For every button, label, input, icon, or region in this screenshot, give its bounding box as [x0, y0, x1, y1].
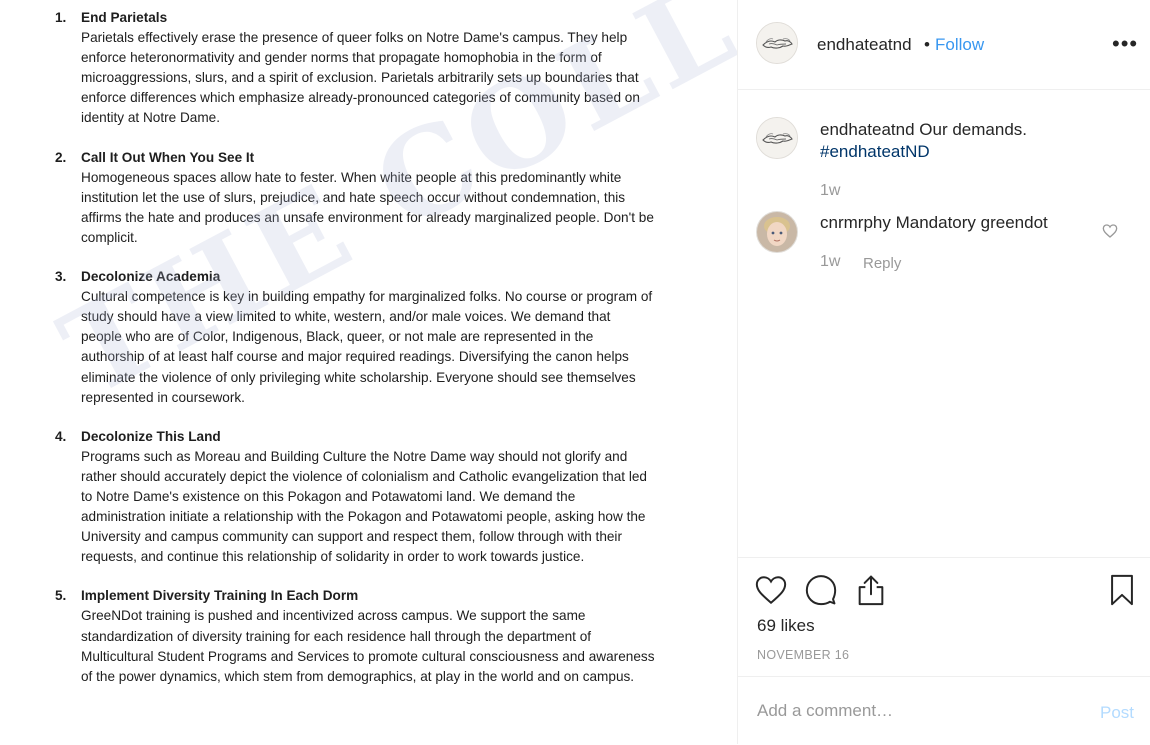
avatar[interactable]	[756, 211, 798, 253]
demand-body: GreeNDot training is pushed and incentivized across campus. We support the same standardization of diversity training for each residence hall through the department of Multicultural Student Programs and Services to promote cultural consciousness and awareness of the power dynamics, which stem from demographics, at play in the world and on campus.	[81, 608, 655, 684]
handshake-icon	[757, 118, 797, 158]
post-side-panel	[738, 0, 1150, 744]
caption-comment	[820, 119, 1120, 163]
demand-item	[55, 8, 655, 129]
demand-number: 3.	[55, 269, 67, 285]
demand-body: Cultural competence is key in building empathy for marginalized folks. No course or program of study should have a view limited to white, western, and/or male voices. We demand that people who are of Color, Indigenous, Black, queer, or not male are represented in the authorship of at least half course and major required readings. Diversifying the canon helps eliminate the violence of only privileging white scholarship. Everyone should see themselves represented in coursework.	[81, 289, 653, 405]
comment-timestamp[interactable]: 1w	[820, 253, 841, 270]
likes-count[interactable]: 69 likes	[757, 616, 815, 635]
avatar[interactable]	[756, 22, 798, 64]
header-username[interactable]: endhateatnd	[817, 35, 912, 54]
like-comment-heart-icon[interactable]	[1102, 223, 1118, 239]
actions-divider	[738, 557, 1150, 558]
demand-item	[55, 586, 655, 686]
comment-timestamp[interactable]: 1w	[820, 182, 841, 199]
save-bookmark-icon[interactable]	[1105, 573, 1139, 607]
demand-title: Decolonize This Land	[81, 428, 221, 444]
comment-bar	[738, 676, 1150, 745]
demands-document	[55, 8, 655, 706]
reply-button[interactable]: Reply	[863, 255, 902, 272]
post-comment-button[interactable]: Post	[1100, 703, 1135, 722]
separator-dot: •	[924, 35, 930, 54]
post-header	[738, 0, 1150, 90]
demand-body: Parietals effectively erase the presence of queer folks on Notre Dame's campus. They help enforce heteronormativity and gender norms that propagate homophobia in the form of microaggressions, slurs, and a spirit of exclusion. Parietals arbitrarily sets up boundaries that enforce differences which emphasize already-pronounced categories of community based on identity at Notre Dame.	[81, 30, 640, 126]
comment-text: Our demands.	[919, 120, 1028, 139]
add-comment-input[interactable]	[757, 701, 1077, 721]
comment-text: Mandatory greendot	[895, 213, 1048, 232]
comment-bubble-icon[interactable]	[804, 573, 838, 607]
demand-body: Homogeneous spaces allow hate to fester. When white people at this predominantly white institution let the use of slurs, prejudice, and hate speech occur without condemnation, this affirms the hate and produces an unsafe environment for already marginalized people. Don't be complicit.	[81, 169, 654, 245]
demand-item	[55, 267, 655, 408]
follow-button[interactable]: Follow	[935, 35, 985, 54]
handshake-icon	[757, 23, 797, 63]
demand-title: Call It Out When You See It	[81, 149, 255, 165]
user-photo-icon	[757, 212, 797, 252]
post-date[interactable]: NOVEMBER 16	[757, 648, 850, 662]
demand-number: 2.	[55, 149, 67, 165]
comment-username[interactable]: endhateatnd	[820, 120, 915, 139]
demand-item	[55, 148, 655, 248]
hashtag-link[interactable]: #endhateatND	[820, 142, 930, 161]
watermark: THE	[40, 155, 377, 423]
demand-number: 5.	[55, 588, 67, 604]
demand-title: End Parietals	[81, 10, 168, 25]
demand-item	[55, 427, 655, 568]
demand-title: Decolonize Academia	[81, 269, 221, 285]
share-icon[interactable]	[854, 573, 888, 607]
more-options-icon[interactable]: •••	[1112, 31, 1139, 56]
demand-number: 4.	[55, 428, 67, 444]
comment	[820, 213, 1048, 233]
avatar[interactable]	[756, 117, 798, 159]
demand-number: 1.	[55, 10, 67, 25]
demand-title: Implement Diversity Training In Each Dorm	[81, 588, 359, 604]
like-heart-icon[interactable]	[754, 573, 788, 607]
comment-username[interactable]: cnrmrphy	[820, 213, 891, 232]
demand-body: Programs such as Moreau and Building Culture the Notre Dame way should not glorify and rather should accurately depict the violence of colonialism and Catholic evangelization that led to Notre Dame's existence on this Pokagon and Potawatomi land. We demand the administration initiate a relationship with the Pokagon and Potawatomi people, asking how the University and campus community can support and respect them, follow through with their requests, and continue this relationship of solidarity in order to work towards justice.	[81, 448, 647, 565]
